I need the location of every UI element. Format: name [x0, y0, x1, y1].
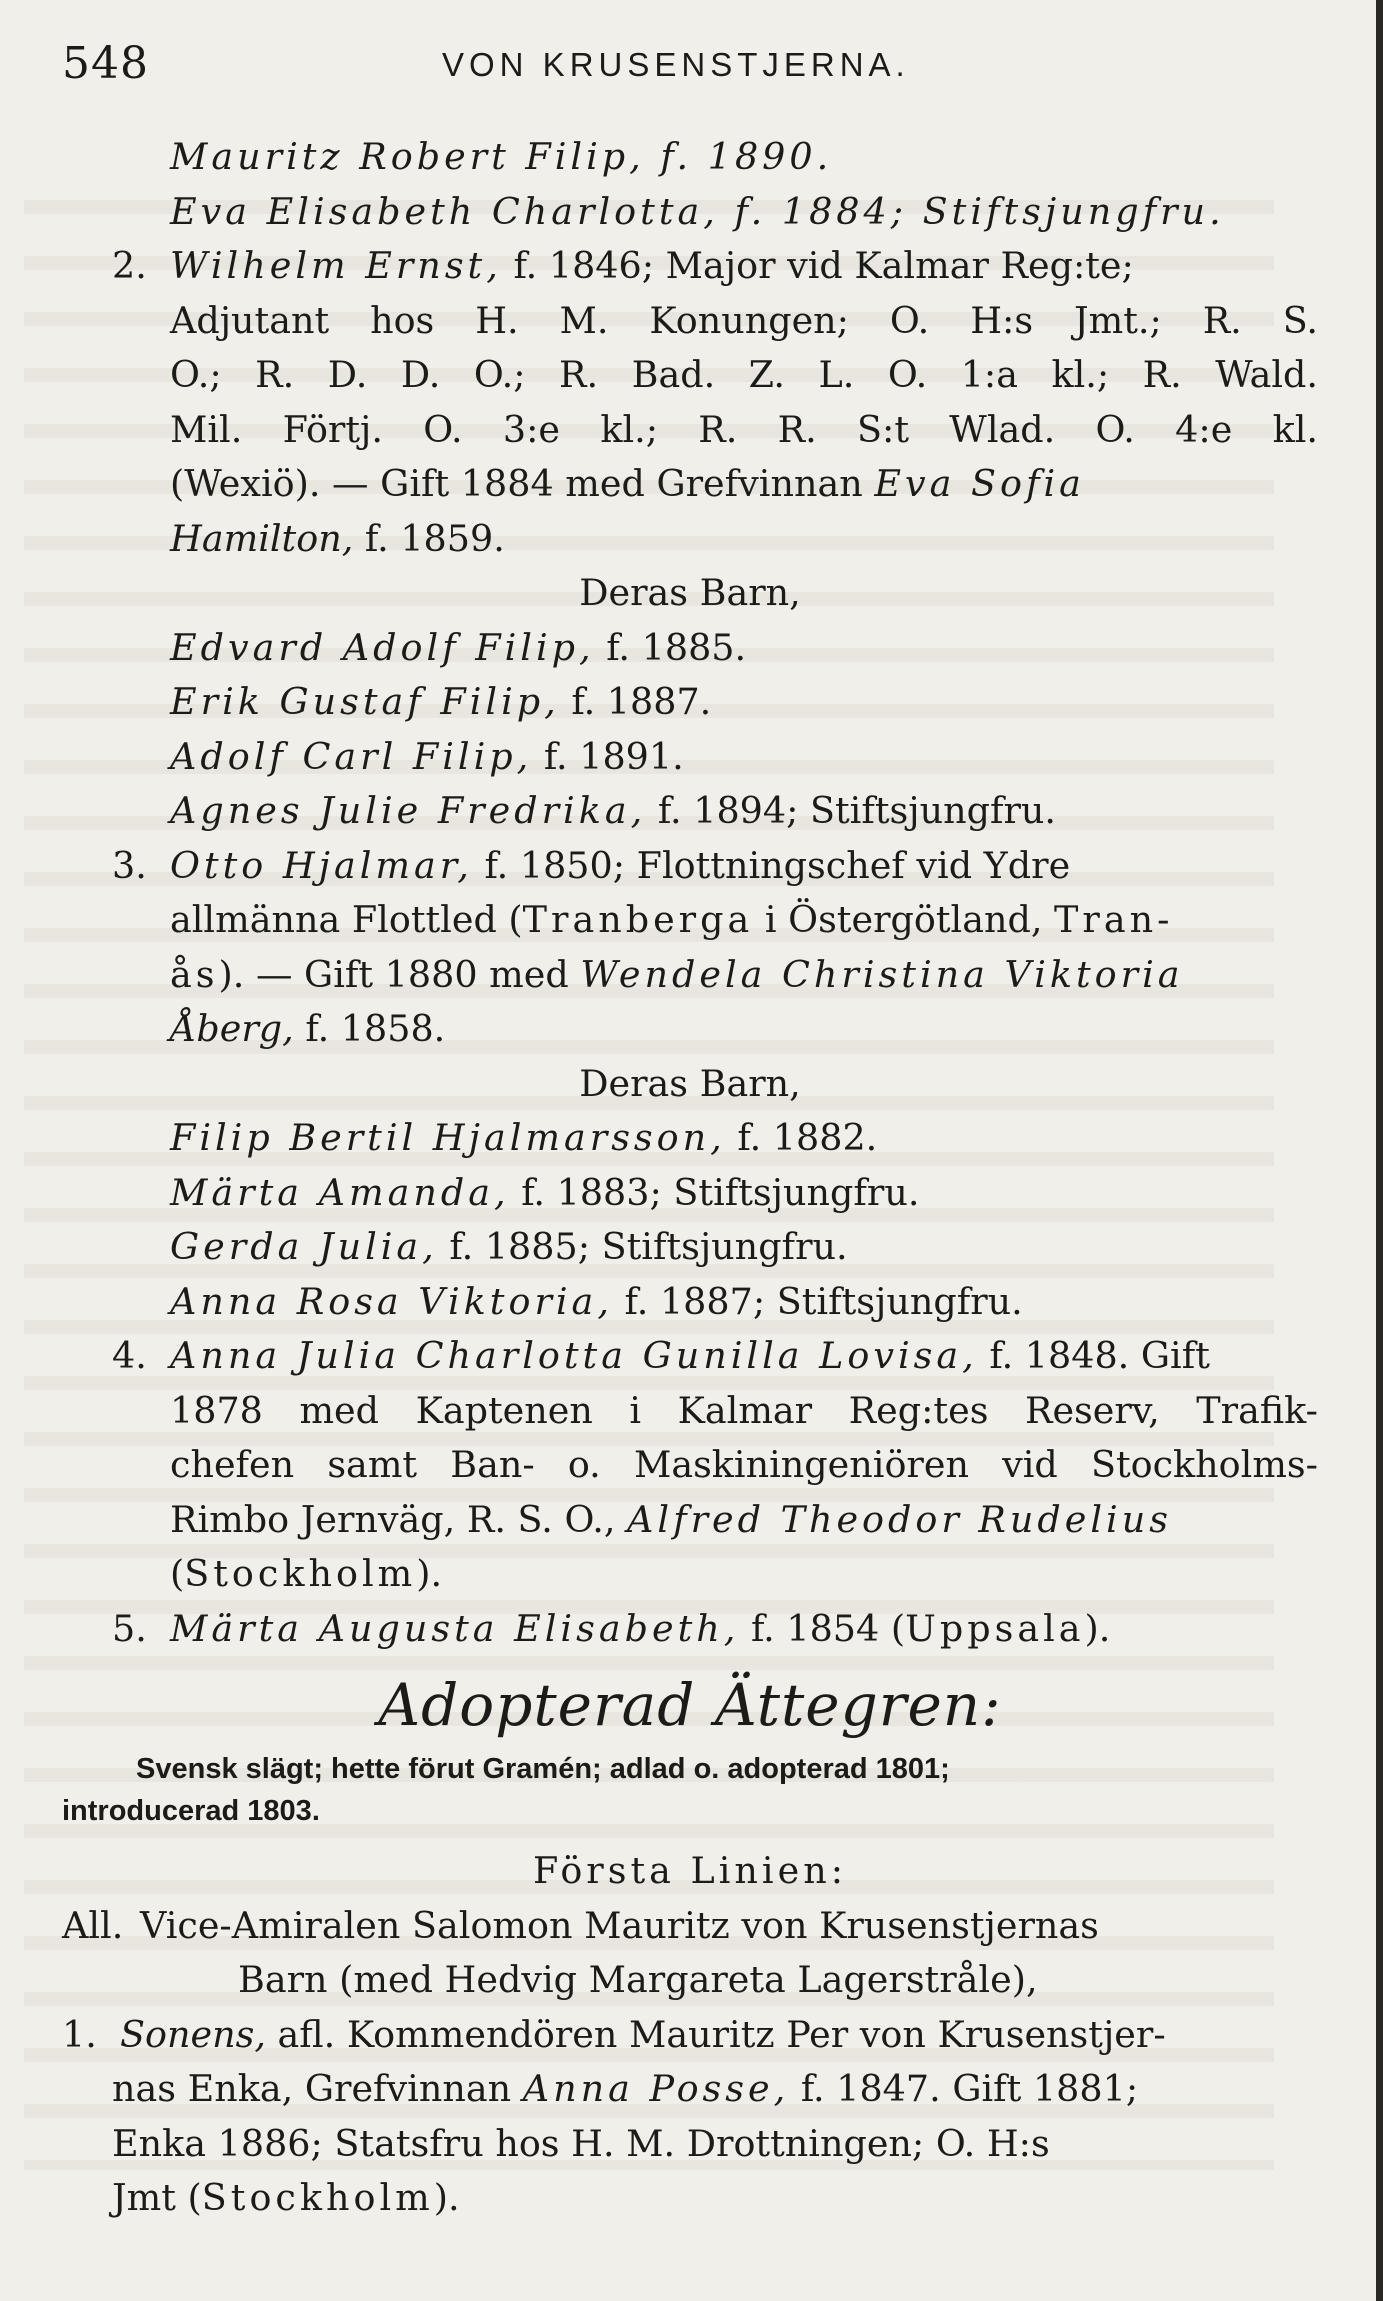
running-title: VON KRUSENSTJERNA.	[442, 46, 910, 83]
text-line: nas Enka, Grefvinnan Anna Posse, f. 1847. Gift 1881;	[112, 2067, 1139, 2110]
page-header	[62, 38, 1313, 98]
text-line: Eva Elisabeth Charlotta, f. 1884; Stiftsjungfru.	[170, 189, 1225, 233]
text-line: (Wexiö). — Gift 1884 med Grefvinnan Eva Sofia	[170, 462, 1085, 505]
text-line: chefen samt Ban- o. Maskiningeniören vid Stockholms-	[170, 1443, 1318, 1486]
page-number: 548	[62, 38, 149, 89]
text-line: Erik Gustaf Filip, f. 1887.	[170, 680, 712, 723]
subheading: Deras Barn,	[579, 571, 801, 614]
page-body	[62, 130, 1318, 2226]
text-line: 2. Wilhelm Ernst, f. 1846; Major vid Kalmar Reg:te;	[112, 244, 1134, 287]
text-line: Adjutant hos H. M. Konungen; O. H:s Jmt.; R. S.	[170, 298, 1318, 342]
text-line: Rimbo Jernväg, R. S. O., Alfred Theodor Rudelius	[170, 1497, 1172, 1541]
text-line: 1. Sonens, afl. Kommendören Mauritz Per von Krusenstjer-	[62, 2012, 1166, 2056]
note-line: Svensk slägt; hette förut Gramén; adlad o. adopterad 1801;	[136, 1753, 950, 1785]
text-line: Jmt (Stockholm).	[112, 2176, 460, 2219]
text-line: 5. Märta Augusta Elisabeth, f. 1854 (Uppsala).	[112, 1606, 1111, 1650]
text-line: Åberg, f. 1858.	[170, 1007, 446, 1050]
text-line: O.; R. D. D. O.; R. Bad. Z. L. O. 1:a kl.; R. Wald.	[170, 353, 1318, 396]
text-line: (Stockholm).	[170, 1552, 443, 1595]
page-edge-shadow	[1376, 0, 1383, 2301]
text-line: Mauritz Robert Filip, f. 1890.	[170, 135, 833, 178]
text-line: Filip Bertil Hjalmarsson, f. 1882.	[170, 1116, 878, 1159]
text-line: Edvard Adolf Filip, f. 1885.	[170, 625, 747, 669]
section-heading: Adopterad Ättegren:	[378, 1671, 1002, 1739]
line-heading: Första Linien:	[532, 1849, 847, 1892]
text-line: Anna Rosa Viktoria, f. 1887; Stiftsjungfru.	[170, 1279, 1023, 1323]
text-line: ås). — Gift 1880 med Wendela Christina Viktoria	[170, 952, 1184, 996]
text-line: Barn (med Hedvig Margareta Lagerstråle),	[238, 1958, 1038, 2001]
text-line: Enka 1886; Statsfru hos H. M. Drottningen; O. H:s	[112, 2121, 1050, 2165]
text-line: All. Vice-Amiralen Salomon Mauritz von Krusenstjernas	[62, 1903, 1099, 1947]
text-line: Hamilton, f. 1859.	[170, 516, 505, 560]
text-line: 3. Otto Hjalmar, f. 1850; Flottningschef vid Ydre	[112, 843, 1071, 887]
text-line: Mil. Förtj. O. 3:e kl.; R. R. S:t Wlad. O. 4:e kl.	[170, 407, 1318, 451]
note-line: introducerad 1803.	[62, 1795, 320, 1827]
text-line: Gerda Julia, f. 1885; Stiftsjungfru.	[170, 1225, 848, 1268]
text-line: 1878 med Kaptenen i Kalmar Reg:tes Reserv, Trafik-	[170, 1388, 1318, 1432]
text-line: 4. Anna Julia Charlotta Gunilla Lovisa, f. 1848. Gift	[112, 1334, 1210, 1377]
text-line: Märta Amanda, f. 1883; Stiftsjungfru.	[170, 1170, 920, 1214]
text-line: allmänna Flottled (Tranberga i Östergötland, Tran-	[170, 898, 1174, 941]
subheading: Deras Barn,	[579, 1061, 801, 1105]
text-line: Agnes Julie Fredrika, f. 1894; Stiftsjungfru.	[170, 789, 1057, 832]
text-line: Adolf Carl Filip, f. 1891.	[170, 734, 684, 778]
